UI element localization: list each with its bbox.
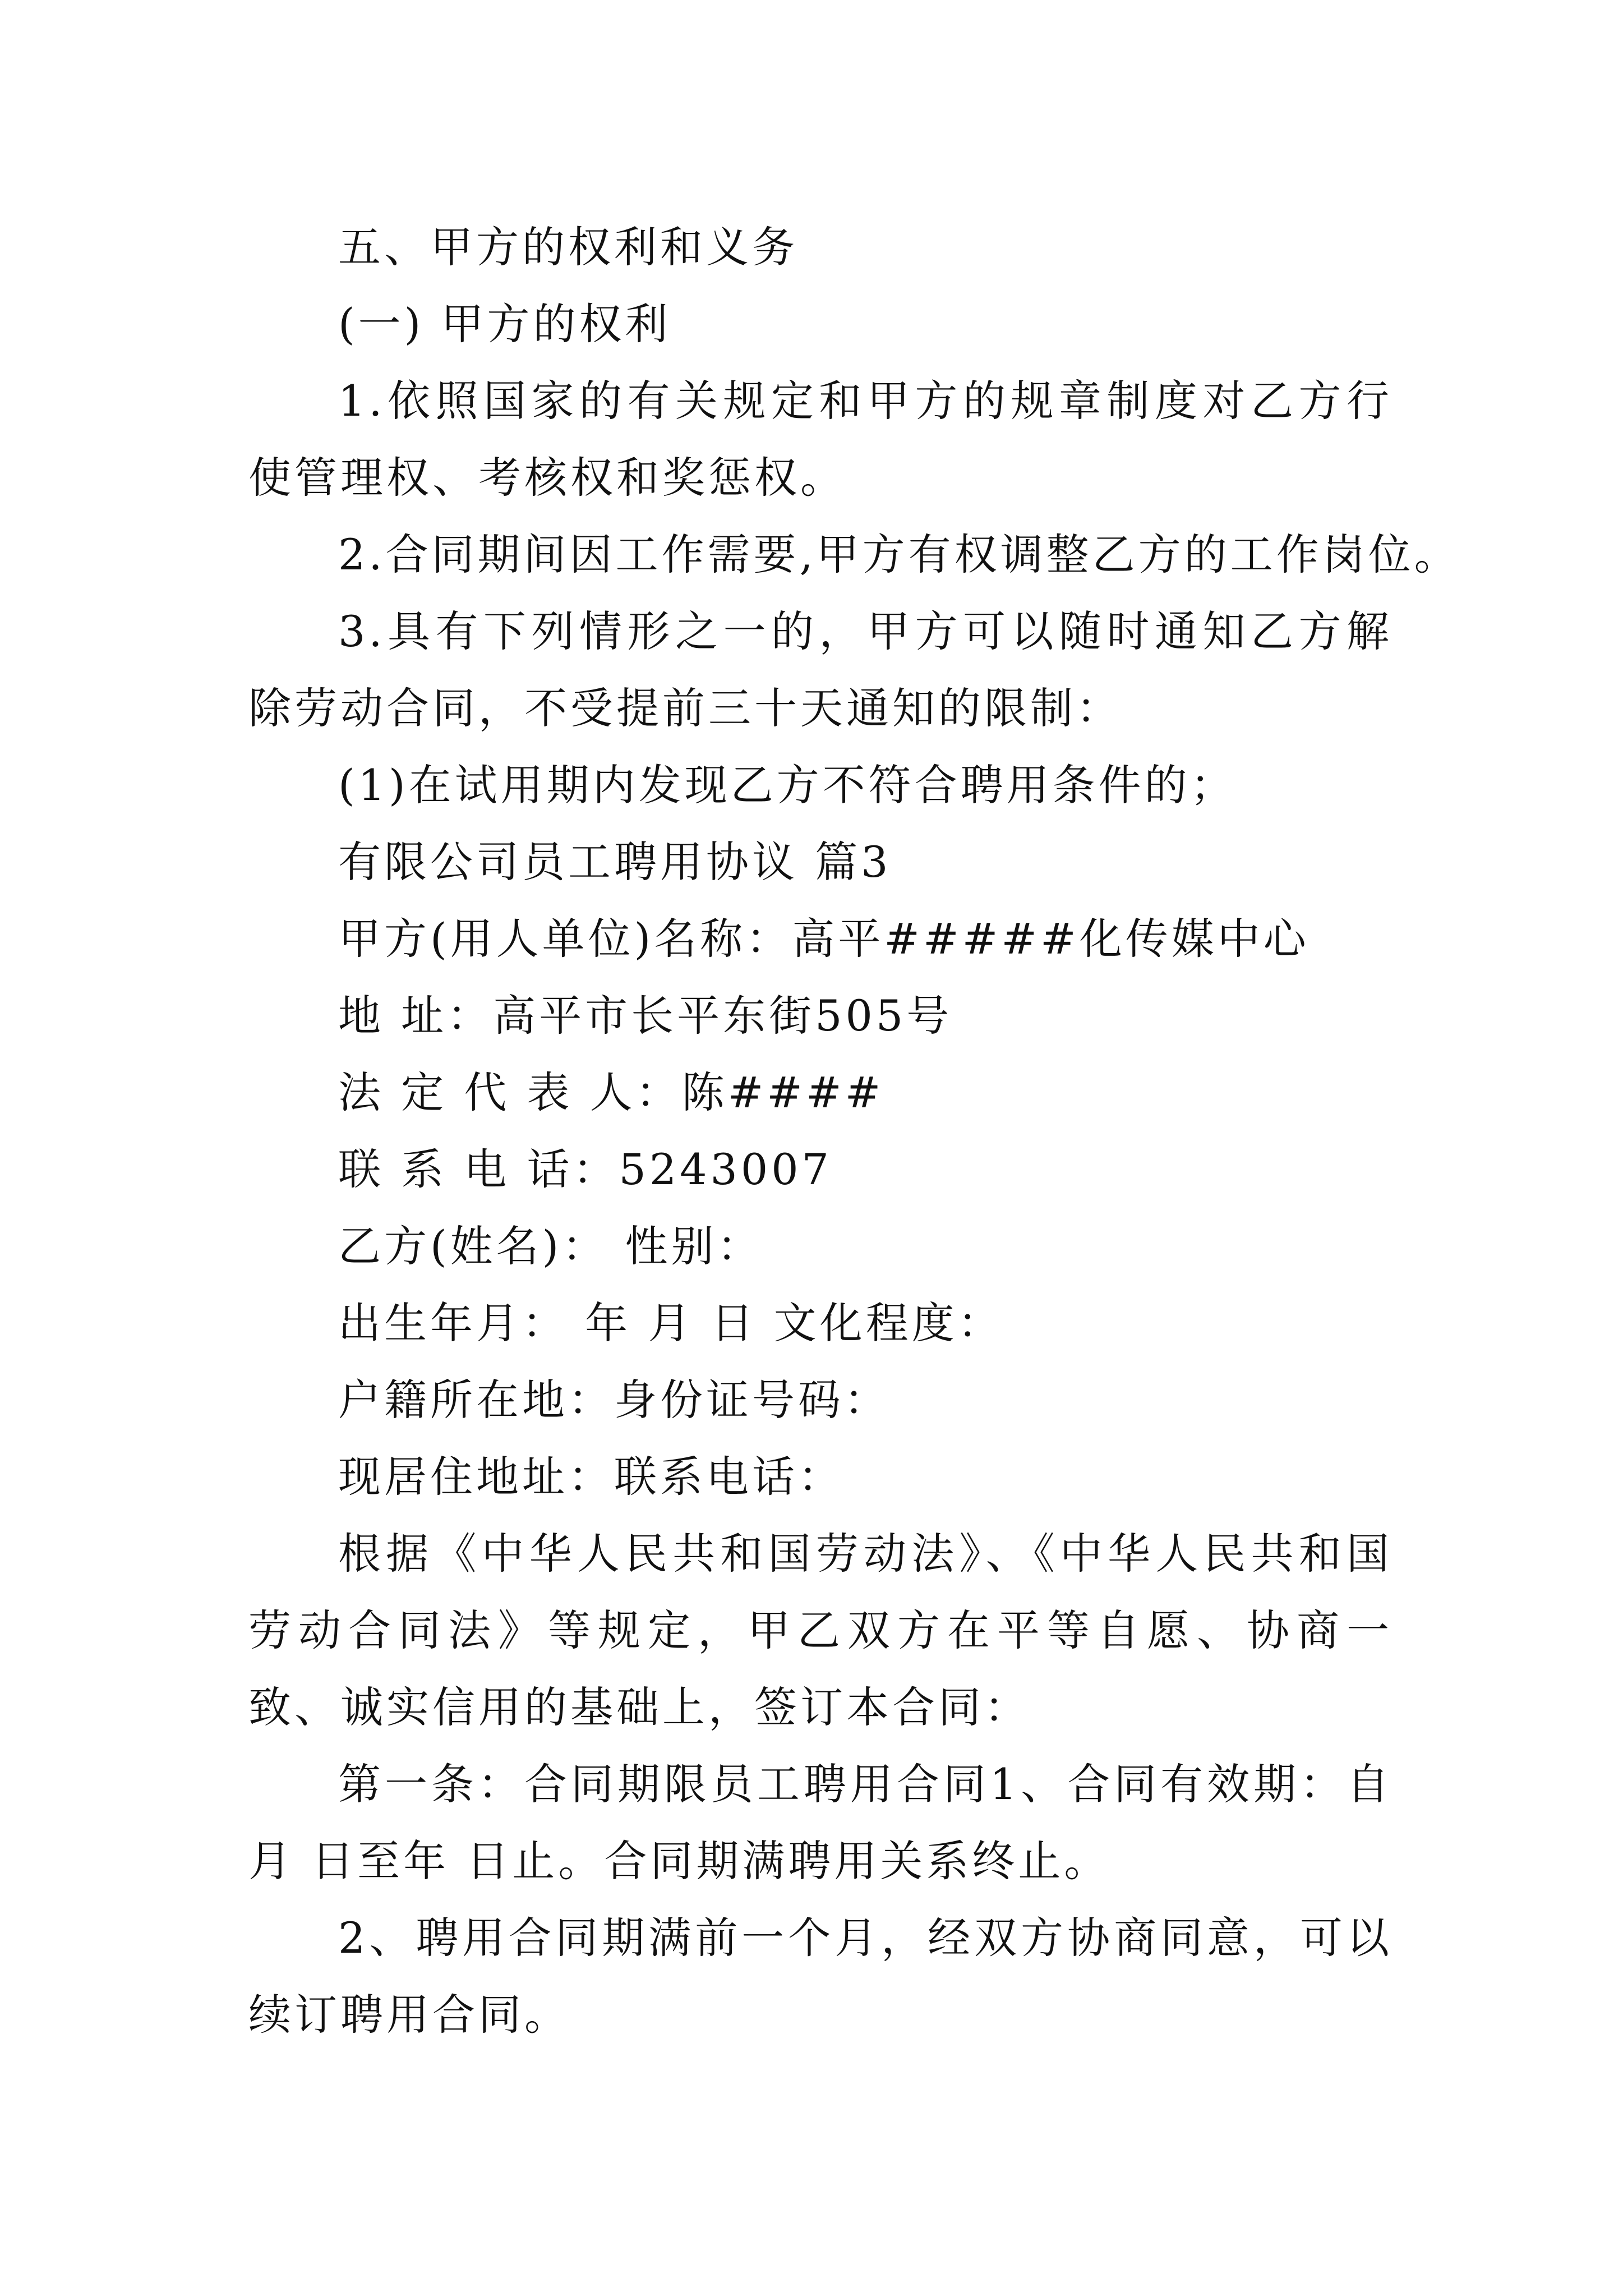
agreement-title: 有限公司员工聘用协议 篇3	[338, 837, 892, 887]
paragraph-contract-term: 第一条：合同期限员工聘用合同1、合同有效期：自 月 日至年 日止。合同期满聘用关系终止。	[248, 1759, 1393, 1886]
current-address-phone: 现居住地址：联系电话：	[338, 1452, 844, 1502]
paragraph-adjust-position: 2.合同期间因工作需要,甲方有权调整乙方的工作岗位。	[338, 530, 1460, 579]
paragraph-legal-basis: 根据《中华人民共和国劳动法》、《中华人民共和国劳动合同法》等规定，甲乙双方在平等自愿、协商一致、诚实信用的基础上，签订本合同：	[248, 1529, 1393, 1732]
legal-representative: 法 定 代 表 人：陈####	[338, 1068, 884, 1117]
subsection-heading-party-a-rights: (一) 甲方的权利	[338, 299, 671, 349]
paragraph-probation-condition: (1)在试用期内发现乙方不符合聘用条件的；	[338, 760, 1237, 810]
paragraph-management-rights: 1.依照国家的有关规定和甲方的规章制度对乙方行使管理权、考核权和奖惩权。	[248, 376, 1393, 503]
contact-phone: 联 系 电 话：5243007	[338, 1144, 832, 1194]
document-body	[248, 209, 1460, 2053]
paragraph-termination-conditions: 3.具有下列情形之一的，甲方可以随时通知乙方解除劳动合同，不受提前三十天通知的限制：	[248, 606, 1393, 733]
paragraph-contract-renewal: 2、聘用合同期满前一个月，经双方协商同意，可以续订聘用合同。	[248, 1913, 1393, 2040]
birth-education: 出生年月： 年 月 日 文化程度：	[338, 1298, 1004, 1348]
household-id: 户籍所在地：身份证号码：	[338, 1375, 890, 1425]
party-a-name: 甲方(用人单位)名称：高平#####化传媒中心	[338, 914, 1310, 964]
section-heading-rights-obligations: 五、甲方的权利和义务	[338, 222, 798, 272]
party-a-address: 地 址：高平市长平东街505号	[338, 991, 953, 1041]
party-b-name-gender: 乙方(姓名)： 性别：	[338, 1221, 763, 1271]
